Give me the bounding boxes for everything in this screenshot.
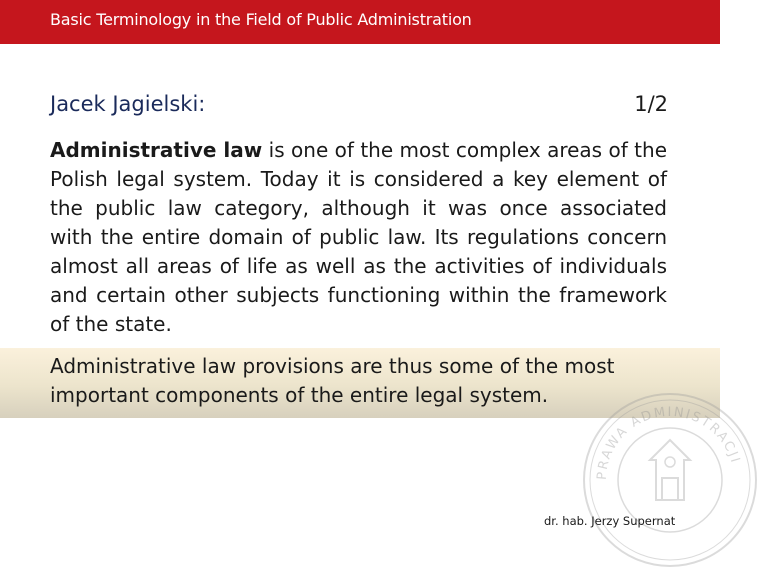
key-term: Administrative law xyxy=(50,138,263,162)
main-paragraph xyxy=(50,136,667,339)
summary-paragraph: Administrative law provisions are thus some of the most important components of the entire legal system. xyxy=(50,354,615,407)
seal-text: PRAWA ADMINISTRACJI xyxy=(594,404,743,481)
footer-author: dr. hab. Jerzy Supernat xyxy=(544,514,676,528)
header-bar xyxy=(0,0,720,44)
main-paragraph-text: is one of the most complex areas of the Polish legal system. Today it is considered a key element of the public law category, although it was once associated with the entire domain of public law. Its regulations concern almost all areas of life as well as the activities of individuals and certain other subjects functioning within the framework of the state. xyxy=(50,138,667,336)
slide-title: Basic Terminology in the Field of Public Administration xyxy=(50,10,472,29)
university-seal-icon xyxy=(580,390,760,570)
page-number: 1/2 xyxy=(634,92,668,116)
author-line: Jacek Jagielski: xyxy=(50,92,206,116)
